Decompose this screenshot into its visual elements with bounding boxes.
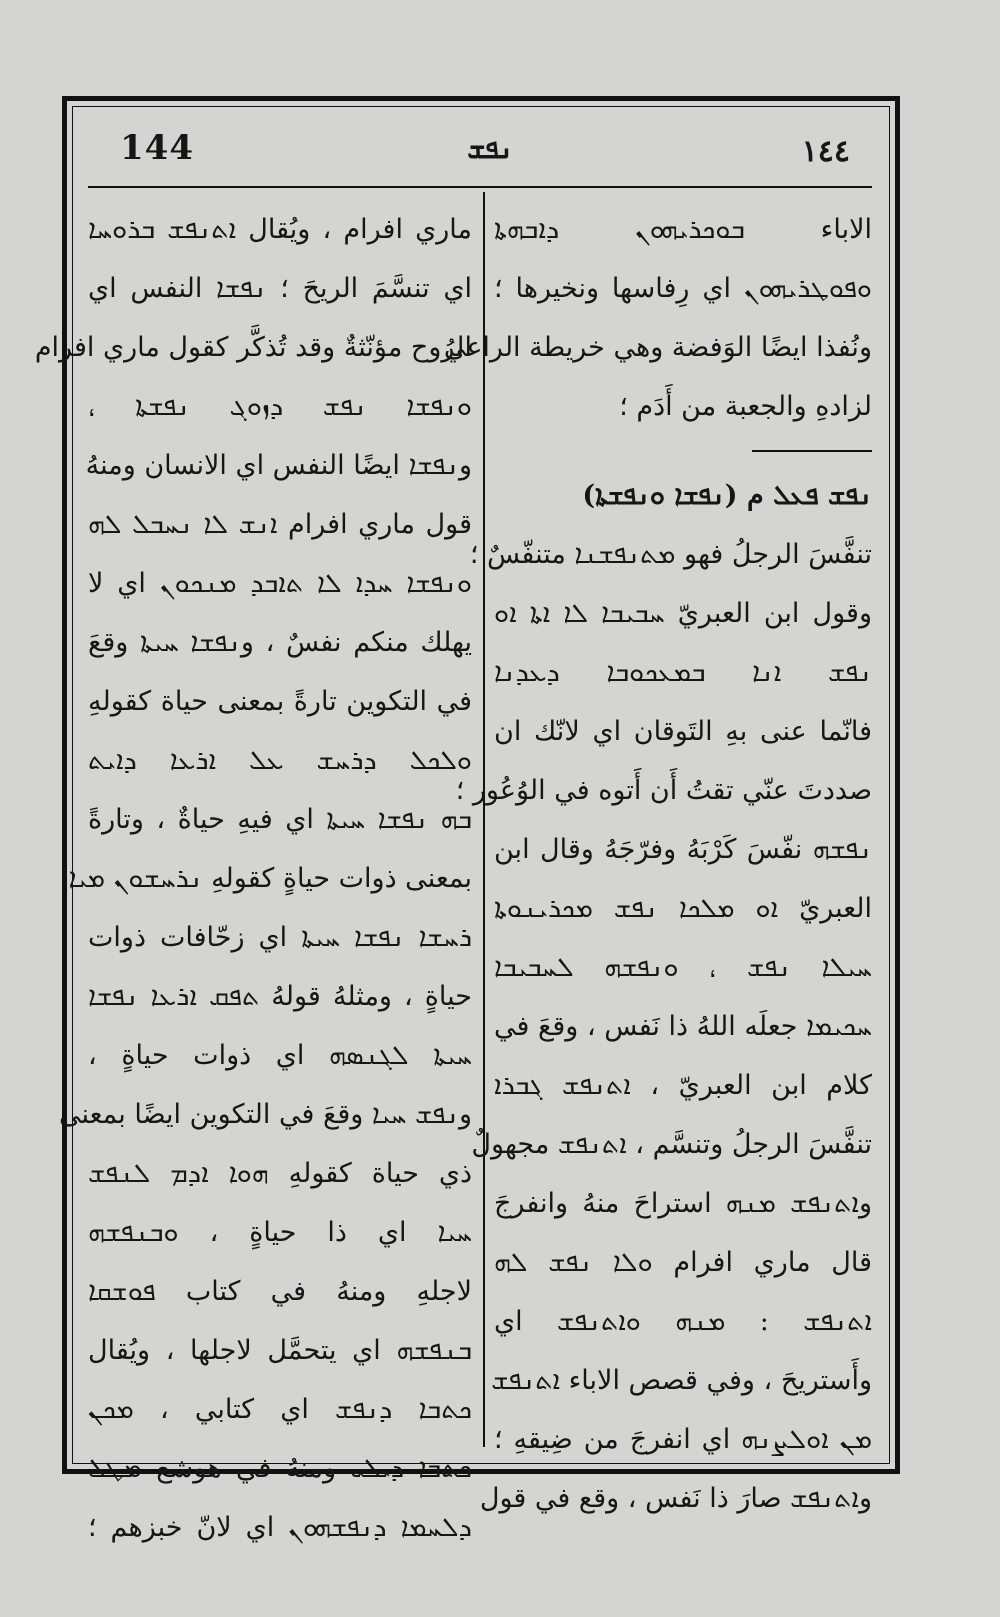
text-line: ماري افرام ، ويُقال ܐܬܢܦܫ ܒܪܘܚܐ [88,214,472,245]
text-line: تنفَّسَ الرجلُ وتنسَّم ، ܐܬܢܦܫ مجهولٌ [471,1129,872,1160]
page-number-latin: 144 [120,128,194,168]
text-line: ونُفذا ايضًا الوَفضة وهي خريطة الراعي [443,332,872,363]
text-line: في التكوين تارةً بمعنى حياة كقولهِ [88,686,472,717]
left-column [34,200,472,1557]
text-line: ܘܦܘܛܪܝܗܘܢ اي رِفاسها ونخيرها ؛ [494,273,872,304]
running-head: ܢܦܫ [467,132,513,165]
text-line: قول ماري افرام ܐܢܫ ܠܐ ܢܚܒܠ ܠܗ [88,509,472,540]
text-line: ܟܬܒܐ ܕܢܦܫ اي كتابي ، ܡܟܢ [88,1394,472,1425]
text-line: ܢܦܫܗ نفّسَ كَرْبَهُ وفرّجَهُ وقال ابن [494,834,872,865]
text-line: ܘܢܦܫܐ ܚܕܐ ܠܐ ܬܐܒܕ ܡܢܟܘܢ اي لا [88,568,472,599]
text-line: فانّما عنى بهِ التَوقان اي لانّك ان [494,716,872,747]
text-line: وقول ابن العبريّ ܚܒܝܒܐ ܠܐ ܐܬܐ ܐܘ [494,598,872,629]
text-line: يهلك منكم نفسٌ ، وܢܦܫܐ ܚܝܬܐ وقعَ [88,627,472,658]
text-line: ܡܢ ܐܘܠܨܢܗ اي انفرجَ من ضِيقهِ ؛ [494,1424,872,1455]
header-rule [88,186,872,188]
text-line: تنفَّسَ الرجلُ فهو ܡܬܢܦܫܢܐ متنفّسٌ ؛ [469,539,872,570]
text-line: لاجلهِ ومنهُ في كتاب ܦܘܫܩܐ [88,1276,472,1307]
text-line: ܒܢܦܫܗ اي يتحمَّل لاجلها ، ويُقال [88,1335,472,1366]
text-line: وܢܦܫ ܚܝܐ وقعَ في التكوين ايضًا بمعنى [58,1099,472,1130]
text-line: لزادهِ والجعبة من أَدَم ؛ [619,391,872,422]
text-line: ذي حياة كقولهِ ܗܘܐ ܐܕܡ ܠܢܦܫ [88,1158,472,1189]
text-line: ܐܬܢܦܫ : ܡܢܗ ܘܐܬܢܦܫ اي [494,1306,872,1337]
text-line: ܘܢܦܫܐ ܢܦܫ ܕܙܘܓ ܢܦܫܬܐ ، [88,391,472,422]
entry-separator [494,436,872,466]
text-line: ܘܠܟܠ ܕܪܚܫ ܥܠ ܐܪܥܐ ܕܐܝܬ [88,745,472,776]
text-line: الاباء ܒܘܟܪܝܗܘܢ ܕܐܒܗܬܐ [494,214,872,245]
text-line: ܚܝܠܐ ܢܦܫ ، ܘܢܦܫܗ ܠܚܒܝܒܐ [494,952,872,983]
text-line: ܪܚܫܐ ܢܦܫܐ ܚܝܬܐ اي زحّافات ذوات [88,922,472,953]
text-line: قال ماري افرام ܘܠܐ ܢܦܫ ܠܗ [494,1247,872,1278]
text-line: ܚܟܝܡܐ جعلَه اللهُ ذا نَفس ، وقعَ في [494,1011,872,1042]
text-line: الرُوح مؤنّثةٌ وقد تُذكَّر كقول ماري افرام [34,332,472,363]
text-line: ܕܠܚܡܐ ܕܢܦܫܗܘܢ اي لانّ خبزهم ؛ [88,1512,472,1543]
text-line: اي تنسَّمَ الريحَ ؛ ܢܦܫܐ النفس اي [88,273,472,304]
text-line: ܢܦܫ ܐܢܐ ܒܡܥܟܘܒܐ ܕܥܕܢܐ [494,657,872,688]
text-line: وܐܬܢܦܫ ܡܢܗ استراحَ منهُ وانفرجَ [494,1188,872,1219]
text-line: العبريّ ܐܘ ܡܠܟܐ ܢܦܫ ܡܟܪܝܢܘܬܐ [494,893,872,924]
text-line: صددتَ عنّي تقتُ أَن أَتوه في الوُعُور ؛ [455,775,872,806]
text-line: ܚܝܐ اي ذا حياةٍ ، ܘܒܢܦܫܗ [88,1217,472,1248]
entry-headword: ܢܦܫ ܦܥܠ م (ܢܦܫܐ ܘܢܦܫܬܐ) [582,480,872,511]
text-line: ܚܝܬܐ ܠܓܢܣܗ اي ذوات حياةٍ ، [88,1040,472,1071]
text-line: حياةٍ ، ومثلهُ قولهُ ܬܦܩ ܐܪܥܐ ܢܦܫܐ [88,981,472,1012]
text-line: وأَستريحَ ، وفي قصص الاباء ܐܬܢܦܫ [491,1365,872,1396]
text-line: وܢܦܫܐ ايضًا النفس اي الانسان ومنهُ [85,450,472,481]
text-line: ܒܗ ܢܦܫܐ ܚܝܬܐ اي فيهِ حياةٌ ، وتارةً [88,804,472,835]
text-line: كلام ابن العبريّ ، ܐܬܢܦܫ ܓܒܪܐ [494,1070,872,1101]
text-line: وܐܬܢܦܫ صارَ ذا نَفس ، وقع في قول [479,1483,872,1514]
page-number-arabic: ١٤٤ [801,134,850,169]
text-line: ܟܬܒܐ ܕܝܠܝ ومنهُ في هوشع ܡܛܠ [88,1453,472,1484]
text-line: بمعنى ذوات حياةٍ كقولهِ ܢܪܚܫܘܢ ܡܝܐ [68,863,472,894]
right-column [443,200,872,1528]
